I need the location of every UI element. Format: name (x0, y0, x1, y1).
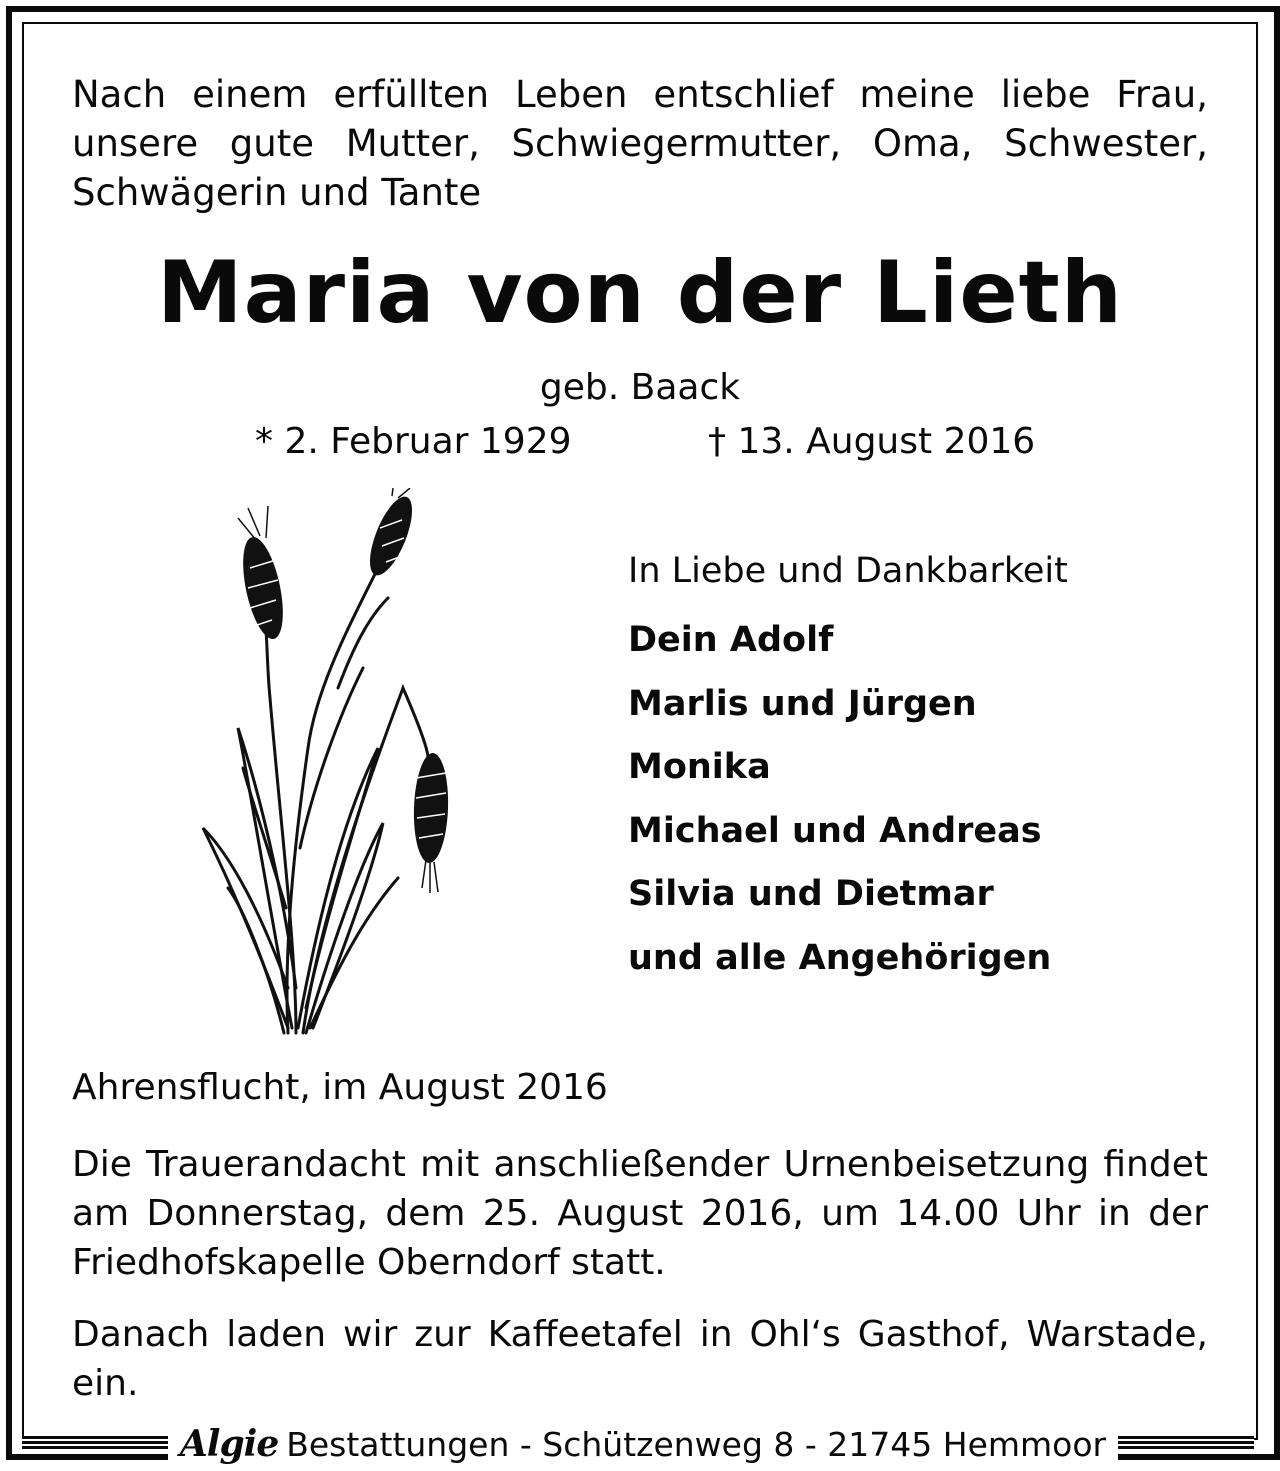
ceremony-info (72, 1140, 1208, 1287)
family-greeting: In Liebe und Dankbarkeit (628, 551, 1068, 591)
funeral-home-address: Bestattungen - Schützenweg 8 - 21745 Hemmoor (286, 1424, 1107, 1464)
death-date: † 13. August 2016 (708, 421, 1036, 462)
birth-name: geb. Baack (539, 367, 741, 408)
ceremony-line: Friedhofskapelle Oberndorf statt. (72, 1242, 666, 1283)
birth-date: * 2. Februar 1929 (255, 421, 572, 462)
footer-label (168, 1422, 1118, 1466)
footer-rule-right (1118, 1436, 1254, 1450)
ceremony-line: am Donnerstag, dem 25. August 2016, um 14.00 Uhr in der (72, 1193, 1208, 1234)
coffee-invitation (72, 1310, 1208, 1408)
family-member: Dein Adolf (628, 620, 834, 660)
ceremony-line: Die Trauerandacht mit anschließender Urnenbeisetzung findet (72, 1144, 1208, 1185)
intro-line: Nach einem erfüllten Leben entschlief meine liebe Frau, (72, 73, 1208, 116)
coffee-line: Danach laden wir zur Kaffeetafel in Ohl‘s Gasthof, Warstade, (72, 1314, 1208, 1355)
family-member: und alle Angehörigen (628, 937, 1052, 978)
wheat-ears-icon (188, 488, 468, 1048)
deceased-name: Maria von der Lieth (157, 243, 1123, 343)
family-member: Marlis und Jürgen (628, 683, 977, 724)
family-member: Michael und Andreas (628, 810, 1042, 851)
coffee-line: ein. (72, 1363, 139, 1404)
intro-line: unsere gute Mutter, Schwiegermutter, Oma, Schwester, (72, 122, 1208, 165)
footer-rule-left (22, 1436, 168, 1450)
family-signatures (628, 545, 1228, 990)
family-member: Silvia und Dietmar (628, 874, 994, 914)
intro-line: Schwägerin und Tante (72, 171, 482, 214)
place-date: Ahrensflucht, im August 2016 (72, 1067, 608, 1108)
intro-text (72, 70, 1208, 217)
funeral-home-logo: Algie (179, 1423, 279, 1465)
family-member: Monika (628, 747, 771, 787)
funeral-home-footer (0, 1422, 1280, 1466)
